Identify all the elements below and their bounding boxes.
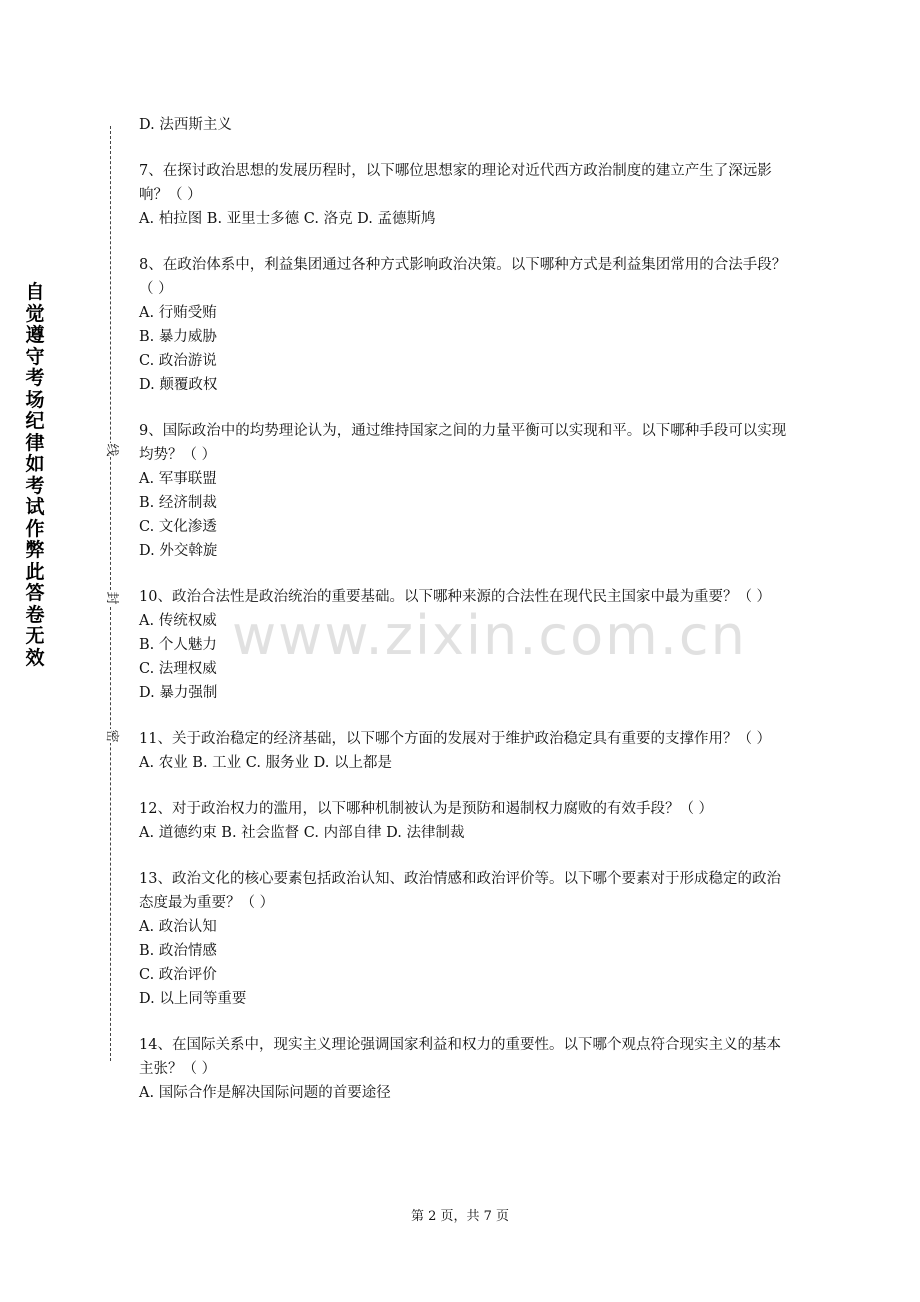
option-item: C. 法理权威 <box>139 661 217 677</box>
question-10 <box>139 585 789 705</box>
binding-mark-line: 线 <box>104 443 119 457</box>
prev-question-tail <box>139 113 789 137</box>
question-stem: 12、对于政治权力的滥用，以下哪种机制被认为是预防和遏制权力腐败的有效手段？（ ） <box>139 801 714 817</box>
question-stem: 8、在政治体系中，利益集团通过各种方式影响政治决策。以下哪种方式是利益集团常用的合法手段？（ ） <box>139 257 787 297</box>
question-7 <box>139 159 789 231</box>
option-item: C. 政治游说 <box>139 353 217 369</box>
question-8 <box>139 253 789 397</box>
options-inline: A. 农业 B. 工业 C. 服务业 D. 以上都是 <box>139 755 393 771</box>
question-stem: 10、政治合法性是政治统治的重要基础。以下哪种来源的合法性在现代民主国家中最为重要？（ ） <box>139 589 772 605</box>
question-13 <box>139 867 789 1011</box>
option-item: C. 政治评价 <box>139 967 217 983</box>
question-stem: 11、关于政治稳定的经济基础，以下哪个方面的发展对于维护政治稳定具有重要的支撑作用？（ ） <box>139 731 772 747</box>
option-item: D. 颠覆政权 <box>139 377 218 393</box>
option-item: D. 以上同等重要 <box>139 991 247 1007</box>
binding-mark-secret: 密 <box>104 729 119 743</box>
question-9 <box>139 419 789 563</box>
options-inline: A. 柏拉图 B. 亚里士多德 C. 洛克 D. 孟德斯鸠 <box>139 211 436 227</box>
option-item: D. 暴力强制 <box>139 685 218 701</box>
binding-mark-seal: 封 <box>104 591 119 605</box>
option-item: D. 法西斯主义 <box>139 117 232 133</box>
question-stem: 7、在探讨政治思想的发展历程时，以下哪位思想家的理论对近代西方政治制度的建立产生了深远影响？（ ） <box>139 163 772 203</box>
question-stem: 13、政治文化的核心要素包括政治认知、政治情感和政治评价等。以下哪个要素对于形成稳定的政治态度最为重要？（ ） <box>139 871 781 911</box>
options-inline: A. 道德约束 B. 社会监督 C. 内部自律 D. 法律制裁 <box>139 825 465 841</box>
option-item: A. 传统权威 <box>139 613 217 629</box>
exam-discipline-notice: 自觉遵守考场纪律如考试作弊此答卷无效 <box>25 281 45 669</box>
question-14 <box>139 1033 789 1105</box>
option-item: A. 政治认知 <box>139 919 217 935</box>
question-12 <box>139 797 789 845</box>
option-item: B. 个人魅力 <box>139 637 217 653</box>
option-item: A. 国际合作是解决国际问题的首要途径 <box>139 1085 391 1101</box>
option-item: A. 军事联盟 <box>139 471 217 487</box>
question-11 <box>139 727 789 775</box>
option-item: B. 暴力威胁 <box>139 329 217 345</box>
question-stem: 14、在国际关系中，现实主义理论强调国家利益和权力的重要性。以下哪个观点符合现实主义的基本主张？（ ） <box>139 1037 781 1077</box>
option-item: A. 行贿受贿 <box>139 305 217 321</box>
watermark: www.zixin.com.cn <box>232 604 747 667</box>
page-footer: 第 2 页，共 7 页 <box>410 1209 510 1224</box>
option-item: B. 经济制裁 <box>139 495 217 511</box>
option-item: D. 外交斡旋 <box>139 543 218 559</box>
option-item: B. 政治情感 <box>139 943 217 959</box>
question-list <box>139 113 789 1127</box>
question-stem: 9、国际政治中的均势理论认为，通过维持国家之间的力量平衡可以实现和平。以下哪种手段可以实现均势？（ ） <box>139 423 787 463</box>
option-item: C. 文化渗透 <box>139 519 217 535</box>
